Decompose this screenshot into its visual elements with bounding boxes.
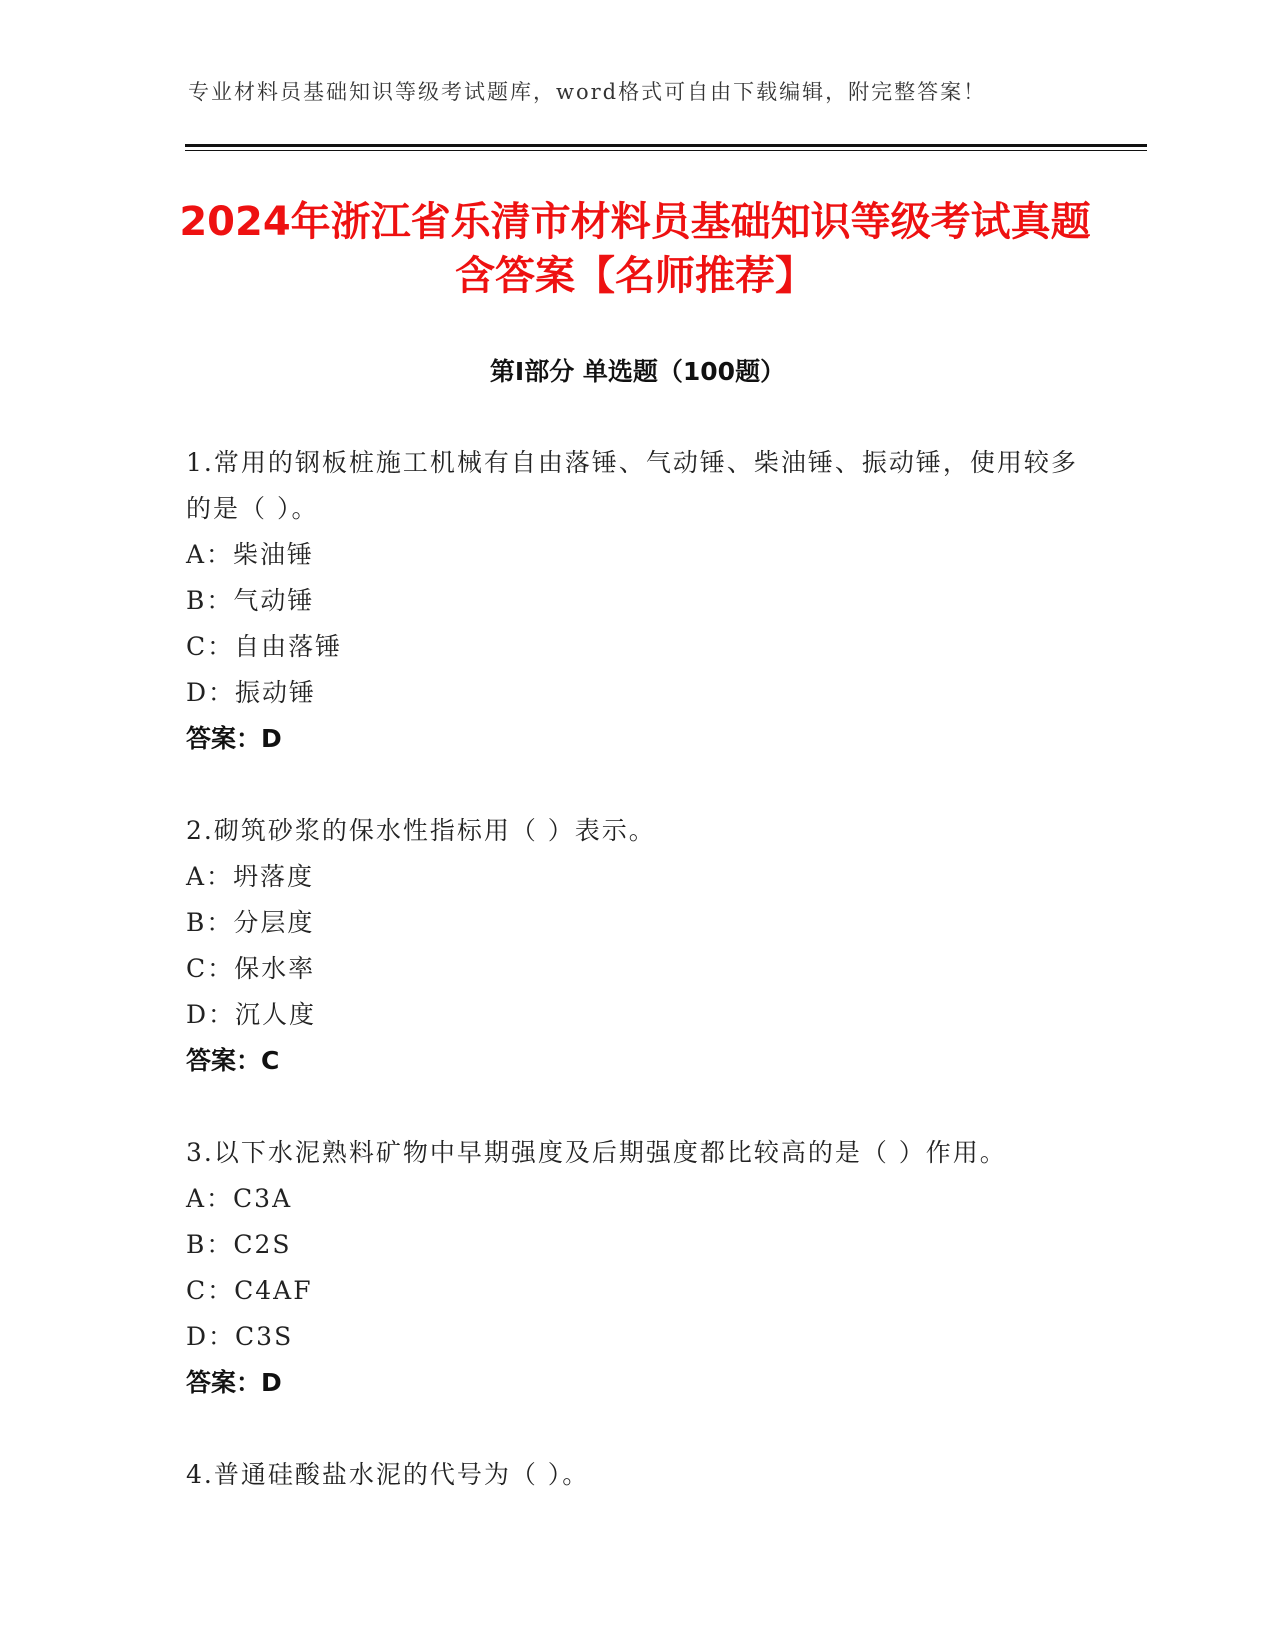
answer: 答案：C bbox=[186, 1046, 280, 1075]
option-c: C：C4AF bbox=[186, 1276, 313, 1305]
option-d: D：C3S bbox=[186, 1322, 294, 1351]
header-rule-thick bbox=[185, 144, 1147, 147]
question-item bbox=[186, 1130, 1086, 1406]
option-b: B：气动锤 bbox=[186, 586, 315, 615]
header-rule-thin bbox=[185, 150, 1147, 151]
question-text: 3.以下水泥熟料矿物中早期强度及后期强度都比较高的是（ ）作用。 bbox=[186, 1138, 1007, 1167]
question-item bbox=[186, 1452, 1086, 1498]
question-text: 4.普通硅酸盐水泥的代号为（ ）。 bbox=[186, 1460, 590, 1489]
option-c: C：保水率 bbox=[186, 954, 316, 983]
question-list bbox=[186, 440, 1086, 1544]
option-d: D：振动锤 bbox=[186, 678, 317, 707]
question-item bbox=[186, 808, 1086, 1084]
section-title: 第Ⅰ部分 单选题（100题） bbox=[489, 357, 786, 386]
document-title: 2024年浙江省乐清市材料员基础知识等级考试真题含答案【名师推荐】 bbox=[179, 199, 1091, 299]
question-text: 1.常用的钢板桩施工机械有自由落锤、气动锤、柴油锤、振动锤，使用较多的是（ ）。 bbox=[186, 448, 1078, 523]
answer: 答案：D bbox=[186, 1368, 282, 1397]
header-note: 专业材料员基础知识等级考试题库，word格式可自由下载编辑，附完整答案！ bbox=[188, 80, 987, 104]
option-a: A：柴油锤 bbox=[186, 540, 315, 569]
question-item bbox=[186, 440, 1086, 762]
option-c: C：自由落锤 bbox=[186, 632, 343, 661]
option-b: B：分层度 bbox=[186, 908, 315, 937]
answer: 答案：D bbox=[186, 724, 282, 753]
option-b: B：C2S bbox=[186, 1230, 292, 1259]
option-a: A：C3A bbox=[186, 1184, 293, 1213]
option-a: A：坍落度 bbox=[186, 862, 315, 891]
question-text: 2.砌筑砂浆的保水性指标用（ ）表示。 bbox=[186, 816, 656, 845]
option-d: D：沉人度 bbox=[186, 1000, 317, 1029]
